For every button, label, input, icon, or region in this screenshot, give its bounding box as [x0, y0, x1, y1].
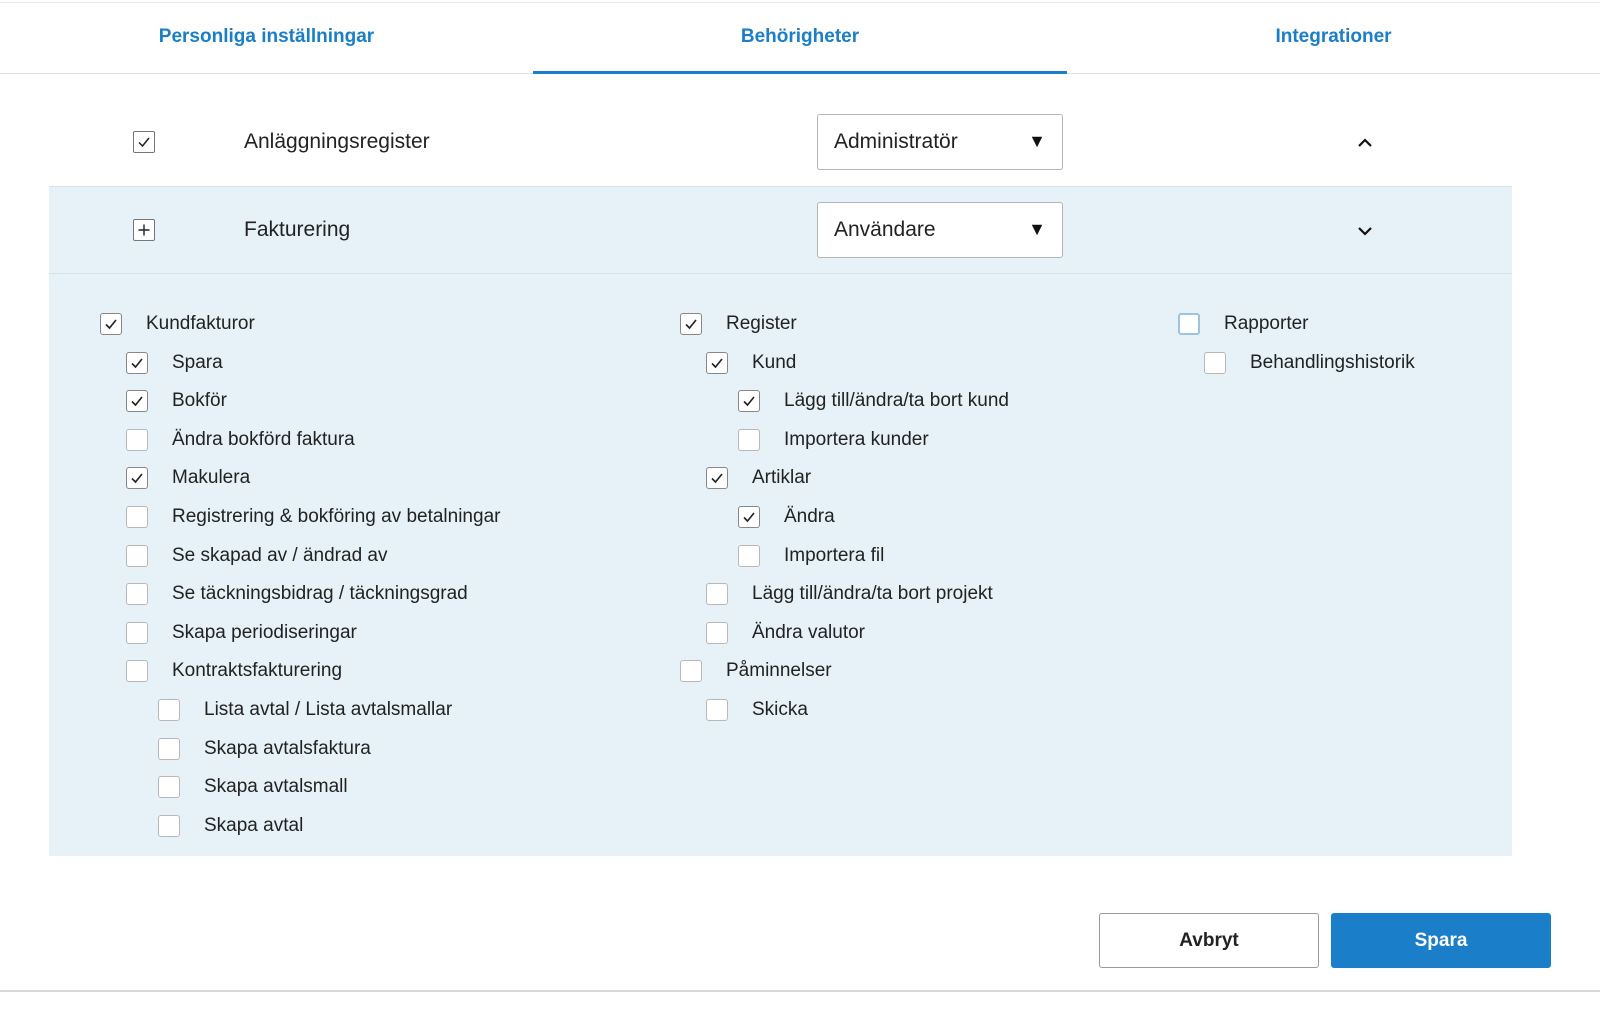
permission-item[interactable]	[1204, 351, 1415, 375]
permission-checkbox[interactable]	[1178, 313, 1200, 335]
permission-label: Se skapad av / ändrad av	[172, 545, 388, 566]
permission-item[interactable]	[738, 544, 884, 568]
permission-item[interactable]	[158, 814, 303, 838]
permission-label: Skapa avtalsmall	[204, 776, 348, 797]
permission-label: Skapa avtal	[204, 815, 304, 836]
permission-checkbox[interactable]	[680, 660, 702, 682]
role-select-value: Administratör	[834, 130, 958, 153]
permission-item[interactable]	[738, 428, 929, 452]
permission-item[interactable]	[100, 312, 255, 336]
chevron-up-icon[interactable]	[1355, 133, 1375, 153]
permission-item[interactable]	[680, 659, 832, 683]
check-icon	[129, 355, 145, 371]
permission-item[interactable]	[706, 582, 993, 606]
permission-checkbox[interactable]	[1204, 352, 1226, 374]
plus-icon	[137, 223, 151, 237]
permission-label: Ändra valutor	[752, 622, 866, 643]
permission-label: Registrering & bokföring av betalningar	[172, 506, 501, 527]
permission-checkbox[interactable]	[738, 390, 760, 412]
permission-item[interactable]	[126, 659, 342, 683]
permission-label: Behandlingshistorik	[1250, 352, 1415, 373]
permission-label: Makulera	[172, 467, 251, 488]
permission-item[interactable]	[126, 428, 355, 452]
permission-label: Skicka	[752, 699, 808, 720]
permission-item[interactable]	[126, 621, 357, 645]
permission-item[interactable]	[158, 737, 371, 761]
tab-integrations[interactable]: Integrationer	[1275, 26, 1392, 47]
permissions-panel	[49, 274, 1512, 856]
permission-checkbox[interactable]	[126, 429, 148, 451]
permission-checkbox[interactable]	[158, 699, 180, 721]
check-icon	[129, 393, 145, 409]
save-button[interactable]: Spara	[1331, 913, 1551, 968]
permission-label: Lägg till/ändra/ta bort kund	[784, 390, 1009, 411]
permission-item[interactable]	[158, 775, 348, 799]
permission-label: Artiklar	[752, 467, 812, 488]
permission-checkbox[interactable]	[126, 390, 148, 412]
module-row-fakturering	[49, 186, 1512, 274]
permission-checkbox[interactable]	[706, 352, 728, 374]
permission-item[interactable]	[126, 544, 387, 568]
role-select-value: Användare	[834, 218, 936, 241]
permission-item[interactable]	[706, 698, 808, 722]
tab-bar	[0, 0, 1600, 74]
dropdown-caret-icon: ▼	[1028, 131, 1046, 151]
permission-checkbox[interactable]	[706, 699, 728, 721]
permission-checkbox[interactable]	[126, 660, 148, 682]
permission-checkbox[interactable]	[158, 776, 180, 798]
permission-label: Bokför	[172, 390, 227, 411]
permission-item[interactable]	[126, 505, 500, 529]
role-select[interactable]	[817, 202, 1063, 258]
check-icon	[137, 135, 151, 149]
permission-item[interactable]	[1178, 312, 1309, 336]
permission-item[interactable]	[126, 351, 223, 375]
permission-label: Lägg till/ändra/ta bort projekt	[752, 583, 993, 604]
permission-checkbox[interactable]	[126, 545, 148, 567]
role-select[interactable]	[817, 114, 1063, 170]
permission-label: Ändra	[784, 506, 835, 527]
permission-checkbox[interactable]	[680, 313, 702, 335]
tab-permissions[interactable]: Behörigheter	[740, 26, 860, 47]
permission-item[interactable]	[126, 389, 227, 413]
check-icon	[709, 470, 725, 486]
permission-label: Rapporter	[1224, 313, 1309, 334]
chevron-down-icon[interactable]	[1355, 221, 1375, 241]
permission-checkbox[interactable]	[126, 352, 148, 374]
permission-checkbox[interactable]	[738, 506, 760, 528]
permission-item[interactable]	[706, 466, 811, 490]
permission-checkbox[interactable]	[738, 545, 760, 567]
module-checkbox[interactable]	[133, 131, 155, 153]
permission-label: Se täckningsbidrag / täckningsgrad	[172, 583, 468, 604]
permission-label: Skapa periodiseringar	[172, 622, 357, 643]
cancel-button[interactable]: Avbryt	[1099, 913, 1319, 968]
permission-checkbox[interactable]	[158, 815, 180, 837]
expand-toggle[interactable]	[133, 219, 155, 241]
permission-label: Spara	[172, 352, 223, 373]
check-icon	[741, 393, 757, 409]
permission-checkbox[interactable]	[706, 583, 728, 605]
permission-label: Lista avtal / Lista avtalsmallar	[204, 699, 453, 720]
permission-checkbox[interactable]	[706, 467, 728, 489]
bottom-border	[0, 990, 1600, 992]
permission-checkbox[interactable]	[158, 738, 180, 760]
check-icon	[103, 316, 119, 332]
permission-label: Kund	[752, 352, 797, 373]
permission-item[interactable]	[126, 582, 468, 606]
permission-label: Ändra bokförd faktura	[172, 429, 355, 450]
permission-item[interactable]	[738, 389, 1009, 413]
permission-item[interactable]	[738, 505, 835, 529]
permission-item[interactable]	[680, 312, 797, 336]
permission-label: Skapa avtalsfaktura	[204, 738, 371, 759]
permission-label: Register	[726, 313, 797, 334]
permission-label: Påminnelser	[726, 660, 832, 681]
permission-label: Importera fil	[784, 545, 885, 566]
active-tab-indicator	[533, 71, 1067, 74]
check-icon	[709, 355, 725, 371]
permission-checkbox[interactable]	[126, 467, 148, 489]
check-icon	[683, 316, 699, 332]
permission-item[interactable]	[706, 351, 796, 375]
module-title: Fakturering	[244, 218, 351, 241]
permission-checkbox[interactable]	[126, 583, 148, 605]
module-title: Anläggningsregister	[244, 130, 430, 153]
check-icon	[741, 509, 757, 525]
permission-item[interactable]	[126, 466, 250, 490]
permission-checkbox[interactable]	[126, 622, 148, 644]
permission-label: Kontraktsfakturering	[172, 660, 343, 681]
tab-personal-settings[interactable]: Personliga inställningar	[158, 26, 375, 47]
permission-label: Kundfakturor	[146, 313, 255, 334]
permission-item[interactable]	[158, 698, 452, 722]
permission-checkbox[interactable]	[738, 429, 760, 451]
permission-checkbox[interactable]	[100, 313, 122, 335]
dropdown-caret-icon: ▼	[1028, 219, 1046, 239]
permission-checkbox[interactable]	[706, 622, 728, 644]
permission-label: Importera kunder	[784, 429, 929, 450]
permission-item[interactable]	[706, 621, 865, 645]
check-icon	[129, 470, 145, 486]
module-row-anlaggningsregister	[49, 99, 1512, 185]
permission-checkbox[interactable]	[126, 506, 148, 528]
